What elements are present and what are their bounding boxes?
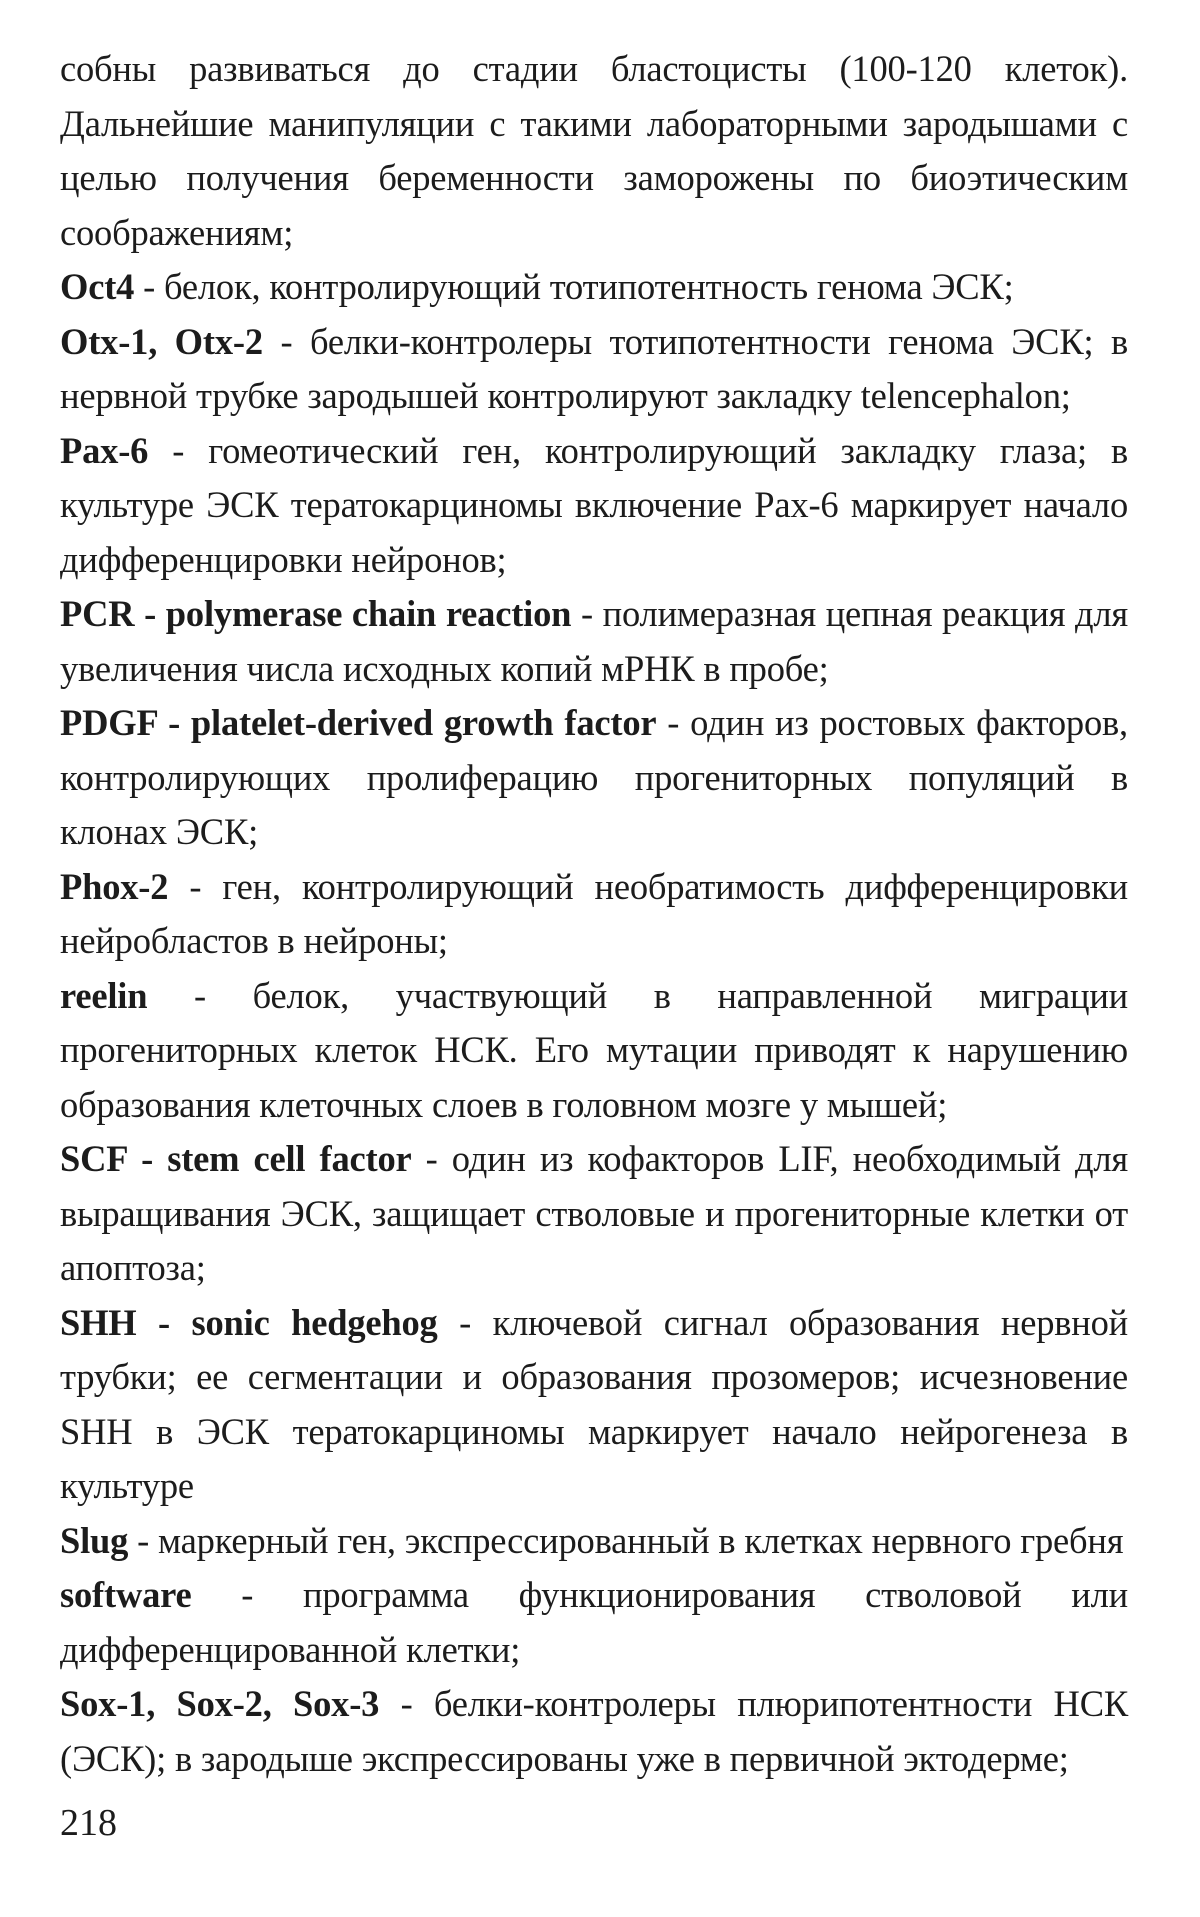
entry-term: Sox-1, Sox-2, Sox-3 bbox=[60, 1683, 380, 1724]
entry-definition: - ключевой сигнал образования нервной трубки; ее сегментации и образования прозомеров; исчезновение SHH в ЭСК тератокарциномы маркирует начало нейрогенеза в культуре bbox=[60, 1301, 1129, 1506]
glossary-entry-oct4 bbox=[60, 260, 1128, 315]
page-number: 218 bbox=[60, 1802, 117, 1844]
glossary-entry-phox2 bbox=[60, 860, 1128, 969]
entry-term: Oct4 bbox=[60, 266, 135, 307]
glossary-entry-pdgf bbox=[60, 696, 1128, 860]
glossary-entry-pcr bbox=[60, 587, 1128, 696]
entry-term: SCF - stem cell factor bbox=[60, 1138, 412, 1179]
glossary-entry-sox bbox=[60, 1677, 1128, 1786]
entry-term: PCR - polymerase chain reaction bbox=[60, 593, 572, 634]
glossary-entry-scf bbox=[60, 1132, 1128, 1296]
entry-term: Pax-6 bbox=[60, 429, 149, 471]
entry-term: software bbox=[60, 1574, 192, 1615]
entry-definition: собны развиваться до стадии бластоцисты (100-120 клеток). Дальнейшие манипуляции с такими лабораторными зародышами с целью получения беременности заморожены по биоэтическим соображениям; bbox=[60, 48, 1128, 253]
entry-definition: - белок, контролирующий тотипотентность генома ЭСК; bbox=[134, 266, 1014, 307]
entry-definition: - программа функционирования стволовой или дифференцированной клетки; bbox=[60, 1574, 1128, 1670]
entry-definition: - полимеразная цепная реакция для увеличения числа исходных копий мРНК в пробе; bbox=[60, 593, 1128, 689]
entry-definition: - один из кофакторов LIF, необходимый для выращивания ЭСК, защищает стволовые и прогениторные клетки от апоптоза; bbox=[60, 1138, 1128, 1288]
entry-term: SHH - sonic hedgehog bbox=[60, 1301, 438, 1343]
glossary-entry-reelin bbox=[60, 969, 1128, 1133]
glossary-entry-pax6 bbox=[60, 424, 1128, 588]
glossary-entry-continuation bbox=[60, 42, 1128, 260]
entry-term: Slug bbox=[60, 1519, 129, 1561]
entry-definition: - белки-контролеры плюрипотентности НСК (ЭСК); в зародыше экспрессированы уже в первичной эктодерме; bbox=[60, 1683, 1128, 1779]
glossary-page bbox=[60, 42, 1128, 1786]
entry-definition: - один из ростовых факторов, контролирующих пролиферацию прогениторных популяций в клонах ЭСК; bbox=[60, 702, 1128, 852]
entry-definition: - ген, контролирующий необратимость дифференцировки нейробластов в нейроны; bbox=[60, 865, 1128, 961]
glossary-entry-otx bbox=[60, 315, 1128, 424]
entry-definition: - маркерный ген, экспрессированный в клетках нервного гребня bbox=[128, 1519, 1124, 1561]
entry-term: Otx-1, Otx-2 bbox=[60, 320, 263, 362]
entry-term: PDGF - platelet-derived growth factor bbox=[60, 702, 657, 743]
glossary-entry-slug bbox=[60, 1514, 1128, 1569]
entry-definition: - белок, участвующий в направленной миграции прогениторных клеток НСК. Его мутации приводят к нарушению образования клеточных слоев в головном мозге у мышей; bbox=[60, 974, 1128, 1125]
glossary-entry-shh bbox=[60, 1296, 1128, 1514]
entry-term: reelin bbox=[60, 974, 148, 1016]
glossary-entry-software bbox=[60, 1568, 1128, 1677]
entry-term: Phox-2 bbox=[60, 865, 169, 907]
entry-definition: - гомеотический ген, контролирующий закладку глаза; в культуре ЭСК тератокарциномы включение Pax-6 маркирует начало дифференцировки нейронов; bbox=[60, 429, 1128, 580]
entry-definition: - белки-контролеры тотипотентности генома ЭСК; в нервной трубке зародышей контролируют закладку telencephalon; bbox=[60, 320, 1128, 416]
